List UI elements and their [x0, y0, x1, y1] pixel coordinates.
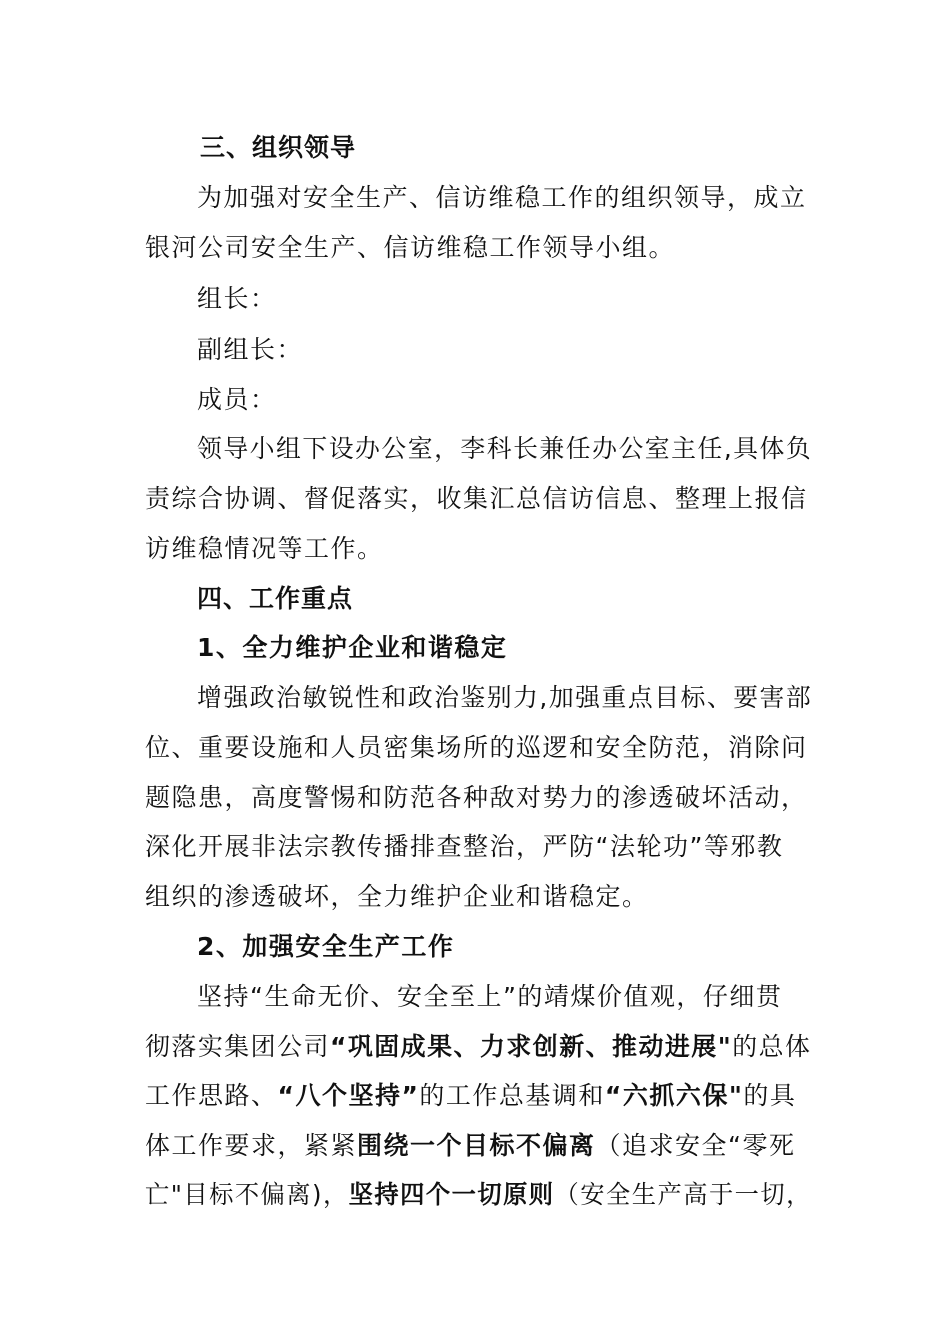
paragraph-line [145, 233, 675, 263]
text-segment: 工作思路、 [145, 1081, 278, 1110]
paragraph-line [145, 882, 649, 912]
text-segment: 成员： [197, 385, 277, 414]
text-segment: 的具 [743, 1081, 797, 1110]
paragraph-line [145, 1081, 796, 1111]
paragraph-line [145, 1180, 812, 1210]
text-segment: 副组长： [197, 335, 304, 364]
text-segment: （安全生产高于一切， [554, 1180, 812, 1209]
paragraph-line [197, 982, 782, 1012]
bold-text: “六抓六保" [604, 1081, 744, 1110]
text-segment: 为加强对安全生产、信访维稳工作的组织领导，成立 [197, 183, 807, 212]
bold-text: 围绕一个目标不偏离 [357, 1131, 596, 1160]
member-label-leader [197, 284, 277, 314]
bold-text: 坚持四个一切原则 [348, 1180, 555, 1209]
text-segment: 三、组织领导 [200, 133, 357, 162]
text-segment: 位、重要设施和人员密集场所的巡逻和安全防范，消除问 [145, 733, 808, 762]
text-segment: 深化开展非法宗教传播排查整治，严防“法轮功”等邪教 [145, 832, 784, 861]
text-segment: 增强政治敏锐性和政治鉴别力,加强重点目标、要害部 [197, 683, 813, 712]
member-label-members [197, 385, 277, 415]
text-segment: （追求安全“零死 [595, 1131, 796, 1160]
text-segment: 责综合协调、督促落实，收集汇总信访信息、整理上报信 [145, 484, 808, 513]
text-segment: 题隐患，高度警惕和防范各种敌对势力的渗透破坏活动， [145, 783, 808, 812]
text-segment: 银河公司安全生产、信访维稳工作领导小组。 [145, 233, 676, 262]
text-segment: 亡"目标不偏离)， [145, 1180, 349, 1209]
paragraph-line [197, 183, 807, 213]
text-segment: 领导小组下设办公室，李科长兼任办公室主任,具体负 [197, 434, 813, 463]
text-segment: 组长： [197, 284, 277, 313]
text-segment: 的工作总基调和 [419, 1081, 605, 1110]
text-segment: 访维稳情况等工作。 [145, 534, 384, 563]
text-segment: 组织的渗透破坏，全力维护企业和谐稳定。 [145, 882, 649, 911]
bold-text: 2、加强安全生产工作 [197, 932, 455, 961]
text-segment: 体工作要求，紧紧 [145, 1131, 358, 1160]
section-heading-4 [197, 584, 353, 614]
paragraph-line [145, 484, 808, 514]
paragraph-line [145, 783, 808, 813]
subsection-heading-2 [197, 932, 454, 962]
text-segment: 四、工作重点 [197, 584, 354, 613]
member-label-deputy [197, 335, 303, 365]
text-segment: 彻落实集团公司 [145, 1032, 330, 1061]
paragraph-line [197, 683, 812, 713]
paragraph-line [145, 534, 384, 564]
paragraph-line [197, 434, 812, 464]
paragraph-line [145, 1032, 811, 1062]
paragraph-line [145, 832, 783, 862]
paragraph-line [145, 733, 808, 763]
bold-text: 1、全力维护企业和谐稳定 [197, 633, 508, 662]
text-segment: 坚持“生命无价、安全至上”的靖煤价值观，仔细贯 [197, 982, 783, 1011]
bold-text: “八个坚持” [277, 1081, 420, 1110]
paragraph-line [145, 1131, 795, 1161]
subsection-heading-1 [197, 633, 507, 663]
text-segment: 的总体 [732, 1032, 812, 1061]
section-heading-3 [200, 133, 356, 163]
bold-text: “巩固成果、力求创新、推动进展" [329, 1032, 733, 1061]
